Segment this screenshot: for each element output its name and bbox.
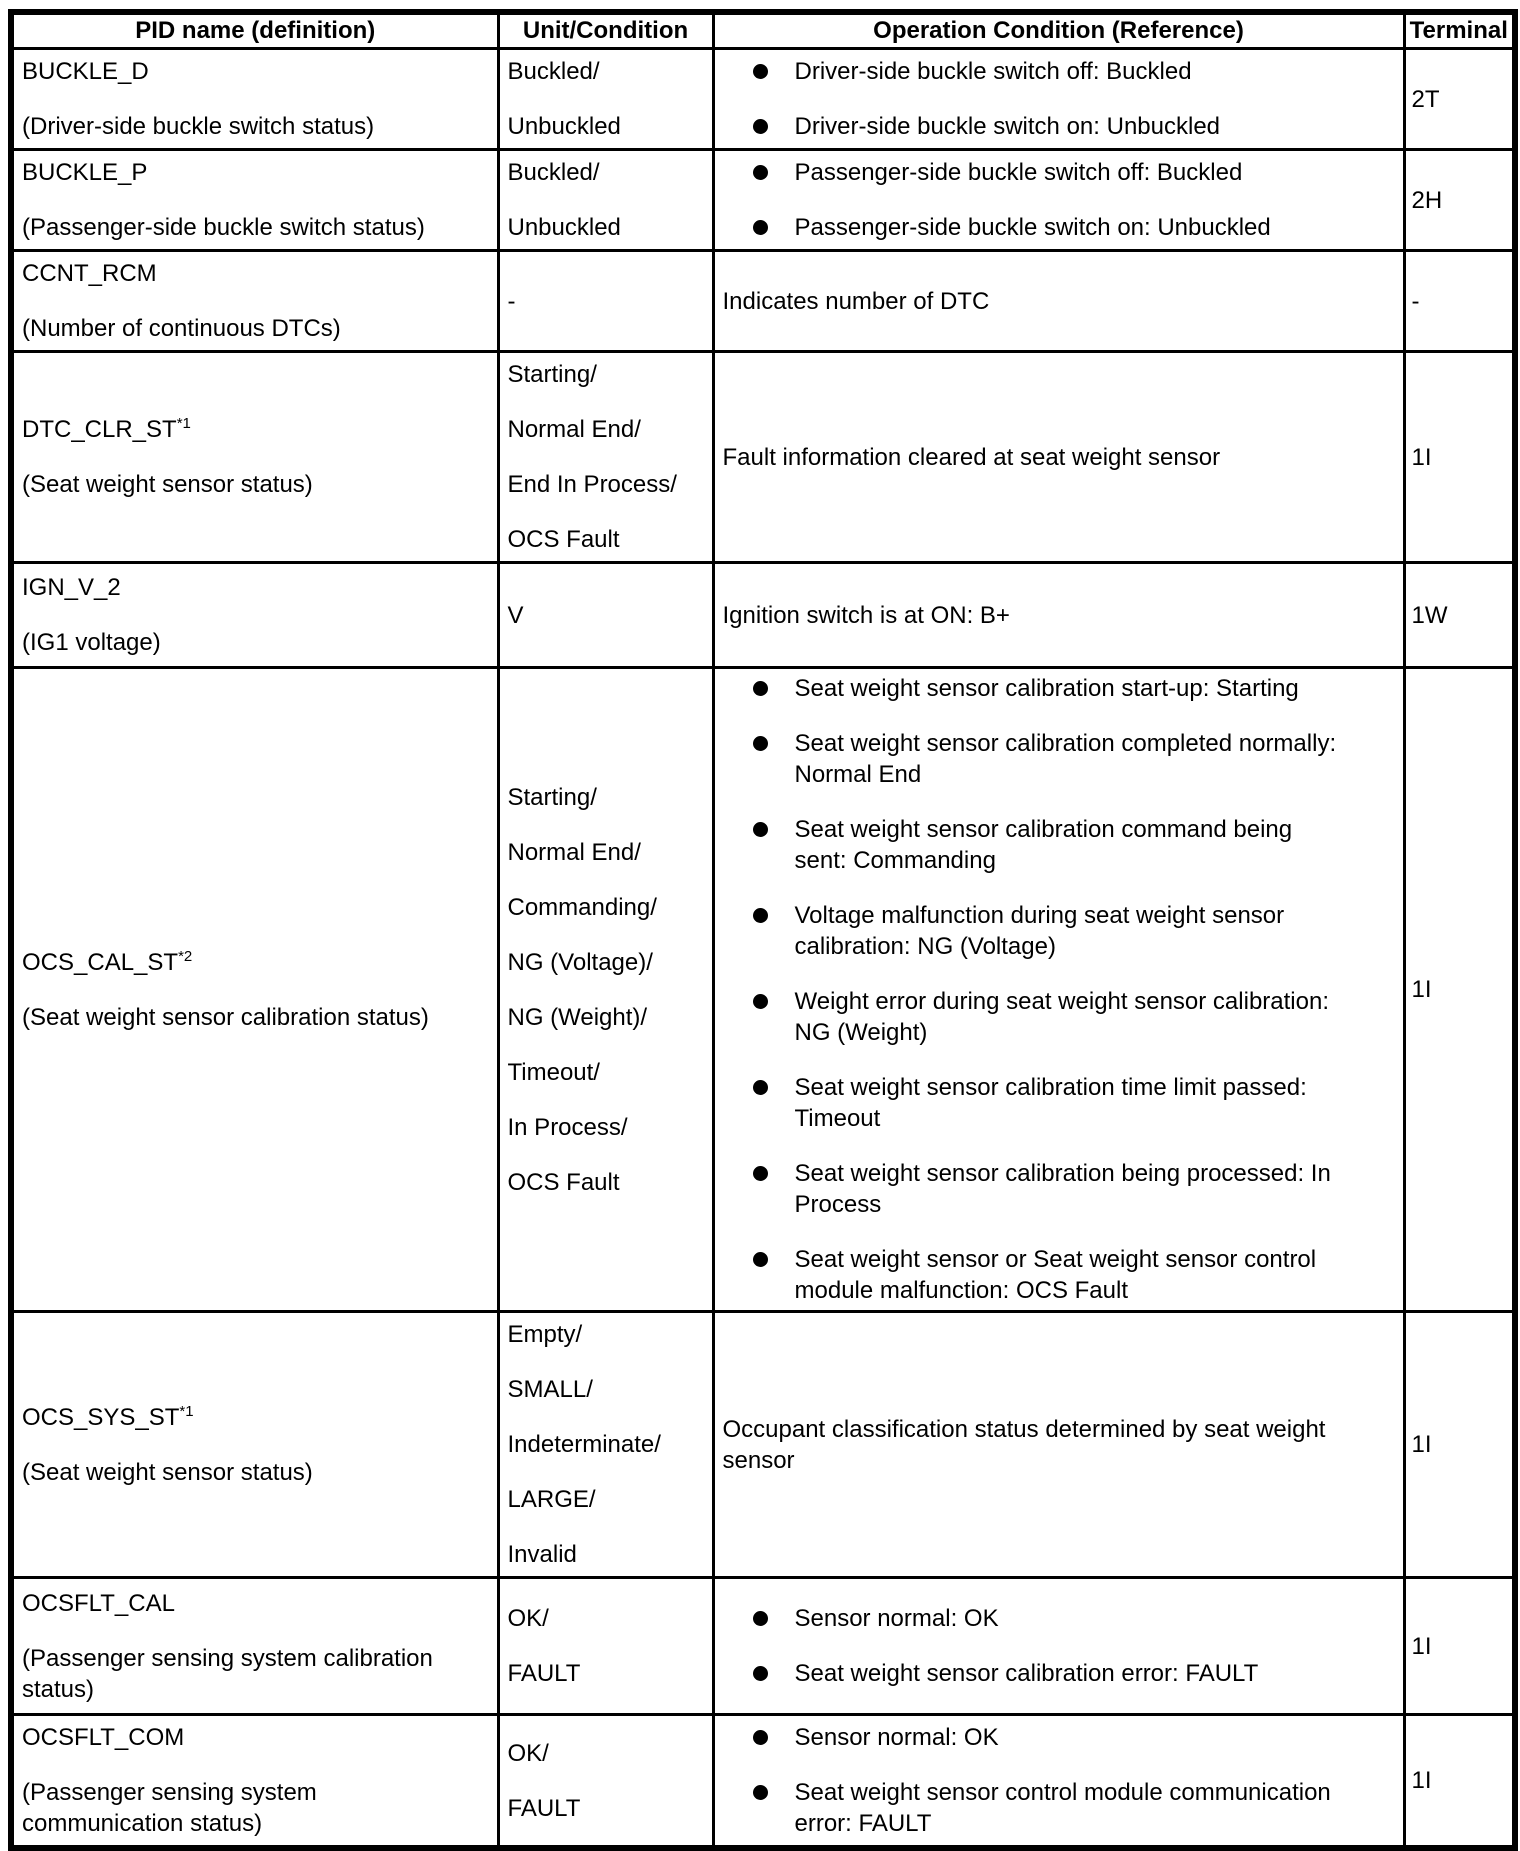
pid-cell-content	[14, 252, 497, 350]
unit-condition-line: Unbuckled	[507, 214, 621, 241]
operation-text: Occupant classification status determined by seat weight sensor	[722, 1415, 1326, 1474]
operation-bullet-list	[715, 1718, 1403, 1843]
table-row	[11, 1312, 1515, 1578]
operation-bullet-list	[715, 52, 1403, 146]
pid-name	[22, 1588, 489, 1619]
bullet-icon	[753, 908, 768, 923]
bullet-icon	[753, 822, 768, 837]
bullet-icon	[753, 165, 768, 180]
operation-bullet-text: Seat weight sensor calibration completed normally: Normal End	[794, 730, 1337, 788]
header-terminal: Terminal	[1404, 12, 1515, 49]
operation-condition-cell	[713, 251, 1404, 352]
bullet-icon	[753, 1080, 768, 1095]
unit-condition-line: OCS Fault	[507, 1168, 620, 1196]
pid-name-text: BUCKLE_P	[22, 159, 148, 186]
operation-bullet-item	[715, 1658, 1403, 1689]
pid-superscript: *1	[179, 1402, 194, 1420]
pid-superscript: *1	[176, 415, 191, 432]
pid-cell	[11, 1312, 498, 1578]
operation-bullet-text: Voltage malfunction during seat weight sensor calibration: NG (Voltage)	[794, 902, 1285, 960]
bullet-icon	[753, 1730, 768, 1745]
unit-condition-line: Unbuckled	[507, 113, 621, 140]
pid-name	[22, 947, 489, 978]
terminal-value: 1I	[1411, 1632, 1432, 1660]
pid-name-text: DTC_CLR_ST	[22, 416, 177, 443]
unit-condition-content	[500, 1313, 712, 1576]
terminal-value: 1W	[1411, 601, 1448, 629]
operation-bullet-item	[715, 56, 1403, 87]
terminal-value: 2T	[1411, 85, 1440, 113]
bullet-icon	[753, 220, 768, 235]
pid-cell	[11, 251, 498, 352]
pid-cell-content	[14, 1582, 497, 1711]
bullet-icon	[753, 736, 768, 751]
operation-bullet-item	[715, 1722, 1403, 1753]
operation-bullet-text: Seat weight sensor calibration command being sent: Commanding	[794, 816, 1293, 874]
pid-cell	[11, 563, 498, 668]
table-row	[11, 1715, 1515, 1849]
operation-bullet-text: Weight error during seat weight sensor calibration: NG (Weight)	[794, 988, 1329, 1046]
pid-cell	[11, 49, 498, 150]
unit-condition-line: -	[507, 287, 516, 315]
pid-superscript: *2	[178, 947, 193, 965]
table-row	[11, 352, 1515, 563]
operation-bullet-item	[715, 1072, 1403, 1134]
operation-bullet-item	[715, 673, 1403, 704]
pid-cell	[11, 150, 498, 251]
bullet-icon	[753, 994, 768, 1009]
operation-bullet-text: Driver-side buckle switch on: Unbuckled	[794, 113, 1221, 140]
pid-cell-content	[14, 566, 497, 664]
terminal-value: 1I	[1411, 1431, 1432, 1458]
unit-condition-line: LARGE/	[507, 1486, 596, 1513]
unit-condition-line: Indeterminate/	[507, 1431, 661, 1458]
pid-definition: (Passenger sensing system communication status)	[22, 1779, 317, 1837]
terminal-cell	[1404, 49, 1515, 150]
pid-definition: (Seat weight sensor status)	[22, 471, 313, 498]
pid-name	[22, 258, 489, 289]
unit-condition-content	[500, 151, 712, 249]
operation-bullet-text: Passenger-side buckle switch on: Unbuckled	[794, 214, 1271, 241]
operation-condition-cell	[713, 563, 1404, 668]
pid-cell	[11, 352, 498, 563]
unit-condition-line: Buckled/	[507, 58, 600, 85]
operation-bullet-text: Seat weight sensor or Seat weight sensor control module malfunction: OCS Fault	[794, 1246, 1317, 1304]
unit-condition-line: OCS Fault	[507, 526, 620, 553]
unit-condition-content	[500, 353, 712, 561]
operation-bullet-text: Seat weight sensor calibration start-up: Starting	[794, 675, 1299, 702]
pid-table	[8, 9, 1518, 1851]
unit-condition-line: In Process/	[507, 1113, 628, 1141]
unit-condition-content	[500, 1732, 712, 1830]
unit-condition-cell	[498, 668, 713, 1312]
unit-condition-cell	[498, 1578, 713, 1715]
unit-condition-line: V	[507, 601, 524, 629]
unit-condition-cell	[498, 563, 713, 668]
pid-name-text: IGN_V_2	[22, 574, 121, 601]
terminal-value: 1I	[1411, 443, 1432, 471]
table-row	[11, 668, 1515, 1312]
unit-condition-line: Normal End/	[507, 416, 641, 443]
pid-name-text: OCSFLT_COM	[22, 1724, 185, 1751]
terminal-value: 1I	[1411, 976, 1432, 1003]
table-row	[11, 251, 1515, 352]
pid-cell-content	[14, 1716, 497, 1845]
pid-cell-content	[14, 151, 497, 249]
unit-condition-cell	[498, 251, 713, 352]
bullet-icon	[753, 681, 768, 696]
unit-condition-line: NG (Voltage)/	[507, 948, 653, 976]
pid-name-text: OCS_SYS_ST	[22, 1403, 180, 1431]
pid-definition: (Seat weight sensor status)	[22, 1458, 313, 1486]
operation-bullet-text: Sensor normal: OK	[794, 1605, 999, 1632]
bullet-icon	[753, 1666, 768, 1681]
operation-bullet-list	[715, 669, 1403, 1310]
operation-bullet-item	[715, 900, 1403, 962]
unit-condition-content	[500, 776, 712, 1204]
unit-condition-cell	[498, 1312, 713, 1578]
pid-name	[22, 414, 489, 445]
pid-definition: (Seat weight sensor calibration status)	[22, 1003, 429, 1031]
operation-bullet-text: Seat weight sensor control module communication error: FAULT	[794, 1779, 1331, 1837]
pid-cell-content	[14, 941, 497, 1039]
pid-name-text: BUCKLE_D	[22, 58, 149, 85]
unit-condition-line: Invalid	[507, 1541, 577, 1568]
bullet-icon	[753, 1166, 768, 1181]
operation-condition-cell	[713, 1312, 1404, 1578]
terminal-cell	[1404, 563, 1515, 668]
operation-bullet-text: Sensor normal: OK	[794, 1724, 999, 1751]
unit-condition-line: Starting/	[507, 361, 597, 388]
terminal-cell	[1404, 352, 1515, 563]
unit-condition-line: SMALL/	[507, 1376, 593, 1403]
unit-condition-content	[500, 1597, 712, 1695]
unit-condition-line: End In Process/	[507, 471, 677, 498]
terminal-cell	[1404, 1312, 1515, 1578]
operation-bullet-item	[715, 111, 1403, 142]
pid-name-text: OCSFLT_CAL	[22, 1589, 175, 1617]
pid-name	[22, 1722, 489, 1753]
unit-condition-content	[500, 594, 712, 637]
terminal-value: 2H	[1411, 186, 1443, 214]
pid-definition: (IG1 voltage)	[22, 629, 161, 656]
pid-cell-content	[14, 1396, 497, 1494]
pid-name-text: OCS_CAL_ST	[22, 948, 179, 976]
terminal-cell	[1404, 1715, 1515, 1849]
header-operation-condition: Operation Condition (Reference)	[713, 12, 1404, 49]
pid-definition: (Number of continuous DTCs)	[22, 315, 341, 342]
unit-condition-line: Buckled/	[507, 159, 600, 186]
unit-condition-cell	[498, 352, 713, 563]
operation-bullet-text: Seat weight sensor calibration being processed: In Process	[794, 1160, 1331, 1218]
unit-condition-line: NG (Weight)/	[507, 1003, 648, 1031]
pid-cell-content	[14, 50, 497, 148]
pid-name-text: CCNT_RCM	[22, 260, 157, 287]
bullet-icon	[753, 119, 768, 134]
terminal-value: 1I	[1411, 1767, 1432, 1794]
operation-bullet-text: Driver-side buckle switch off: Buckled	[794, 58, 1192, 85]
table-row	[11, 49, 1515, 150]
operation-text: Indicates number of DTC	[722, 287, 990, 315]
table-row	[11, 150, 1515, 251]
unit-condition-line: OK/	[507, 1739, 549, 1767]
table-body	[11, 49, 1515, 1849]
unit-condition-line: Empty/	[507, 1321, 583, 1348]
unit-condition-line: Timeout/	[507, 1058, 600, 1086]
terminal-cell	[1404, 668, 1515, 1312]
operation-bullet-item	[715, 157, 1403, 188]
operation-condition-cell	[713, 49, 1404, 150]
unit-condition-line: OK/	[507, 1605, 549, 1632]
terminal-cell	[1404, 251, 1515, 352]
unit-condition-content	[500, 50, 712, 148]
operation-text: Fault information cleared at seat weight sensor	[722, 443, 1221, 471]
pid-name	[22, 1402, 489, 1433]
unit-condition-line: Starting/	[507, 783, 597, 811]
unit-condition-cell	[498, 150, 713, 251]
operation-bullet-item	[715, 986, 1403, 1048]
unit-condition-line: Commanding/	[507, 893, 657, 921]
table-row	[11, 563, 1515, 668]
pid-name	[22, 157, 489, 188]
unit-condition-cell	[498, 49, 713, 150]
operation-bullet-item	[715, 1777, 1403, 1839]
pid-definition: (Passenger sensing system calibration status)	[22, 1644, 433, 1703]
operation-text: Ignition switch is at ON: B+	[722, 601, 1010, 629]
pid-cell	[11, 668, 498, 1312]
operation-bullet-item	[715, 1244, 1403, 1306]
bullet-icon	[753, 1611, 768, 1626]
pid-cell	[11, 1578, 498, 1715]
operation-condition-cell	[713, 1578, 1404, 1715]
operation-bullet-item	[715, 212, 1403, 243]
pid-name	[22, 572, 489, 603]
terminal-value: -	[1411, 287, 1420, 315]
operation-bullet-text: Passenger-side buckle switch off: Buckled	[794, 159, 1243, 186]
pid-definition: (Passenger-side buckle switch status)	[22, 214, 425, 241]
operation-bullet-list	[715, 1599, 1403, 1693]
unit-condition-cell	[498, 1715, 713, 1849]
terminal-cell	[1404, 1578, 1515, 1715]
operation-bullet-text: Seat weight sensor calibration time limit passed: Timeout	[794, 1074, 1307, 1132]
pid-cell-content	[14, 408, 497, 506]
operation-bullet-list	[715, 153, 1403, 247]
bullet-icon	[753, 64, 768, 79]
operation-bullet-item	[715, 814, 1403, 876]
header-row	[11, 12, 1515, 49]
operation-bullet-text: Seat weight sensor calibration error: FAULT	[794, 1660, 1259, 1687]
table-row	[11, 1578, 1515, 1715]
unit-condition-line: FAULT	[507, 1794, 581, 1822]
header-unit-condition: Unit/Condition	[498, 12, 713, 49]
unit-condition-line: FAULT	[507, 1660, 581, 1687]
pid-cell	[11, 1715, 498, 1849]
pid-definition: (Driver-side buckle switch status)	[22, 113, 375, 140]
operation-bullet-item	[715, 1158, 1403, 1220]
unit-condition-line: Normal End/	[507, 838, 641, 866]
unit-condition-content	[500, 280, 712, 323]
operation-condition-cell	[713, 668, 1404, 1312]
operation-bullet-item	[715, 728, 1403, 790]
operation-condition-cell	[713, 352, 1404, 563]
operation-condition-cell	[713, 1715, 1404, 1849]
bullet-icon	[753, 1785, 768, 1800]
operation-condition-cell	[713, 150, 1404, 251]
pid-name	[22, 56, 489, 87]
header-pid-name: PID name (definition)	[11, 12, 498, 49]
terminal-cell	[1404, 150, 1515, 251]
bullet-icon	[753, 1252, 768, 1267]
operation-bullet-item	[715, 1603, 1403, 1634]
